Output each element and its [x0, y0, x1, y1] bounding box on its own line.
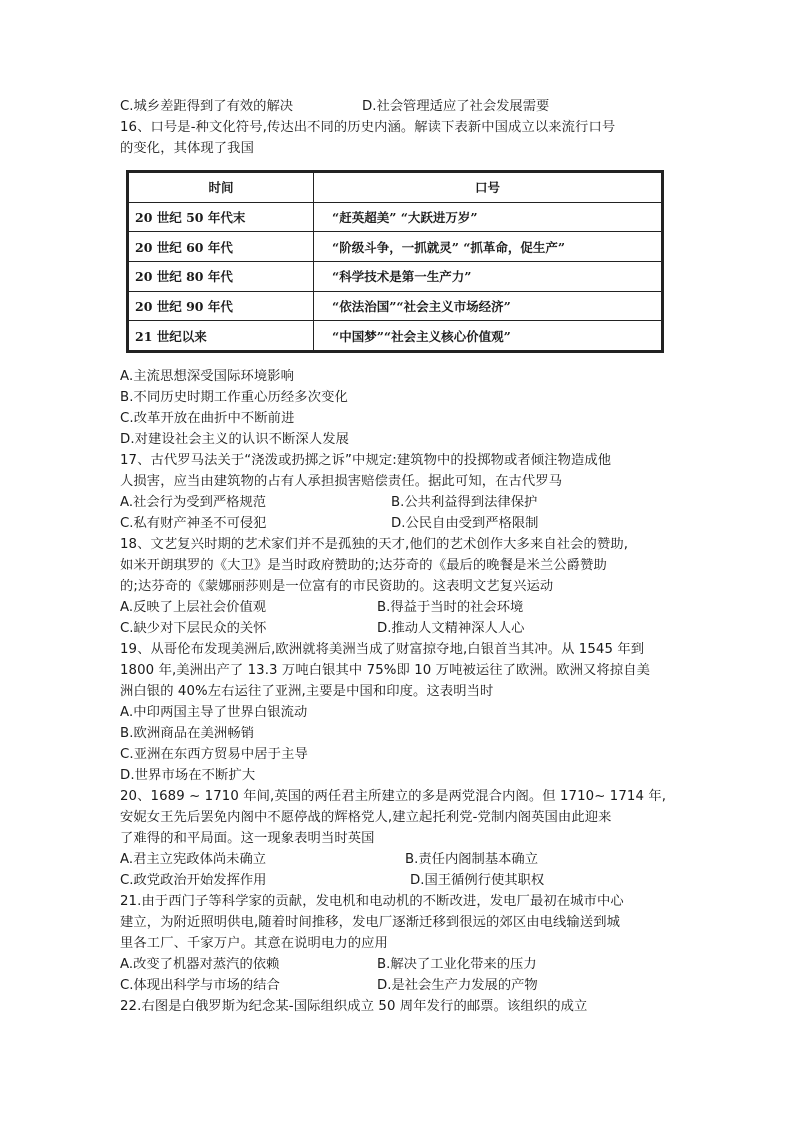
- table-row: [129, 321, 662, 351]
- q17-option-d: D.公民自由受到严格限制: [391, 516, 539, 531]
- q16-option-c: C.改革开放在曲折中不断前进: [120, 411, 295, 426]
- q19-option-b: B.欧洲商品在美洲畅销: [120, 726, 255, 741]
- q22-stem-line-1: 22.右图是白俄罗斯为纪念某-国际组织成立 50 周年发行的邮票。该组织的成立: [120, 999, 588, 1014]
- table-header-slogan: 口号: [314, 173, 662, 203]
- table-cell-slogan: “中国梦”“社会主义核心价值观”: [314, 321, 662, 351]
- q16-option-d: D.对建设社会主义的认识不断深人发展: [120, 432, 350, 447]
- table-cell-time: 21 世纪以来: [129, 321, 314, 351]
- q19-stem-line-1: 19、从哥伦布发现美洲后,欧洲就将美洲当成了财富掠夺地,白银首当其冲。从 1545 年到: [120, 642, 645, 657]
- table-row: [129, 291, 662, 321]
- table-cell-slogan: “科学技术是第一生产力”: [314, 261, 662, 291]
- q21-option-a: A.改变了机器对蒸汽的依赖: [120, 957, 280, 972]
- q21-option-b: B.解决了工业化带来的压力: [377, 957, 537, 972]
- table-cell-slogan: “依法治国”“社会主义市场经济”: [314, 291, 662, 321]
- q19-option-c: C.亚洲在东西方贸易中居于主导: [120, 747, 308, 762]
- q20-stem-line-3: 了难得的和平局面。这一现象表明当时英国: [120, 831, 375, 846]
- table-row: [129, 232, 662, 262]
- q16-option-a: A.主流思想深受国际环境影响: [120, 369, 295, 384]
- table-cell-slogan: “阶级斗争，一抓就灵” “抓革命，促生产”: [314, 232, 662, 262]
- q21-stem-line-3: 里各工厂、千家万户。其意在说明电力的应用: [120, 936, 388, 951]
- table-row: [129, 202, 662, 232]
- q17-stem-line-1: 17、古代罗马法关于“浇泼或扔掷之诉”中规定:建筑物中的投掷物或者倾注物造成他: [120, 453, 612, 468]
- q20-option-d: D.国王循例行使其职权: [410, 873, 545, 888]
- q16-option-b: B.不同历史时期工作重心历经多次变化: [120, 390, 348, 405]
- q19-option-d: D.世界市场在不断扩大: [120, 768, 256, 783]
- q21-stem-line-2: 建立，为附近照明供电,随着时间推移，发电厂逐渐迁移到很远的郊区由电线输送到城: [120, 915, 621, 930]
- q19-stem-line-2: 1800 年,美洲出产了 13.3 万吨白银其中 75%即 10 万吨被运往了欧洲。欧洲又将掠自美: [120, 663, 651, 678]
- q17-option-a: A.社会行为受到严格规范: [120, 495, 267, 510]
- q15-option-d: D.社会管理适应了社会发展需要: [362, 99, 550, 114]
- slogan-table: [126, 170, 664, 353]
- q20-option-a: A.君主立宪政体尚未确立: [120, 852, 267, 867]
- q21-option-d: D.是社会生产力发展的产物: [377, 978, 538, 993]
- q21-option-c: C.体现出科学与市场的结合: [120, 978, 280, 993]
- table-header-time: 时间: [129, 173, 314, 203]
- q18-stem-line-2: 如米开朗琪罗的《大卫》是当时政府赞助的;达芬奇的《最后的晚餐是米兰公爵赞助: [120, 558, 607, 573]
- q19-option-a: A.中印两国主导了世界白银流动: [120, 705, 308, 720]
- table-row: [129, 261, 662, 291]
- q17-option-c: C.私有财产神圣不可侵犯: [120, 516, 267, 531]
- q18-option-b: B.得益于当时的社会环境: [377, 600, 524, 615]
- table-cell-time: 20 世纪 80 年代: [129, 261, 314, 291]
- table-cell-time: 20 世纪 60 年代: [129, 232, 314, 262]
- q20-stem-line-1: 20、1689 ~ 1710 年间,英国的两任君主所建立的多是两党混合内阁。但 1710~ 1714 年,: [120, 789, 667, 804]
- q16-stem-line-1: 16、口号是-种文化符号,传达出不同的历史内涵。解读下表新中国成立以来流行口号: [120, 120, 616, 135]
- q17-option-b: B.公共利益得到法律保护: [391, 495, 538, 510]
- table-cell-time: 20 世纪 50 年代末: [129, 202, 314, 232]
- q16-stem-line-2: 的变化，其体现了我国: [120, 141, 254, 156]
- q21-stem-line-1: 21.由于西门子等科学家的贡献，发电机和电动机的不断改进，发电厂最初在城市中心: [120, 894, 624, 909]
- q20-option-c: C.政党政治开始发挥作用: [120, 873, 267, 888]
- q20-stem-line-2: 安妮女王先后罢免内阁中不愿停战的辉格党人,建立起托利党-党制内阁英国由此迎来: [120, 810, 612, 825]
- q18-option-c: C.缺少对下层民众的关怀: [120, 621, 267, 636]
- q18-option-a: A.反映了上层社会价值观: [120, 600, 267, 615]
- q17-stem-line-2: 人损害，应当由建筑物的占有人承担损害赔偿责任。据此可知，在古代罗马: [120, 474, 563, 489]
- q18-stem-line-3: 的;达芬奇的《蒙娜丽莎则是一位富有的市民资助的。这表明文艺复兴运动: [120, 579, 554, 594]
- q20-option-b: B.责任内阁制基本确立: [405, 852, 539, 867]
- table-header-row: [129, 173, 662, 203]
- q19-stem-line-3: 洲白银的 40%左右运往了亚洲,主要是中国和印度。这表明当时: [120, 684, 494, 699]
- q18-stem-line-1: 18、文艺复兴时期的艺术家们并不是孤独的天才,他们的艺术创作大多来自社会的赞助,: [120, 537, 629, 552]
- q18-option-d: D.推动人文精神深人人心: [377, 621, 525, 636]
- q15-option-c: C.城乡差距得到了有效的解决: [120, 99, 294, 114]
- table-cell-time: 20 世纪 90 年代: [129, 291, 314, 321]
- table-cell-slogan: “赶英超美” “大跃进万岁”: [314, 202, 662, 232]
